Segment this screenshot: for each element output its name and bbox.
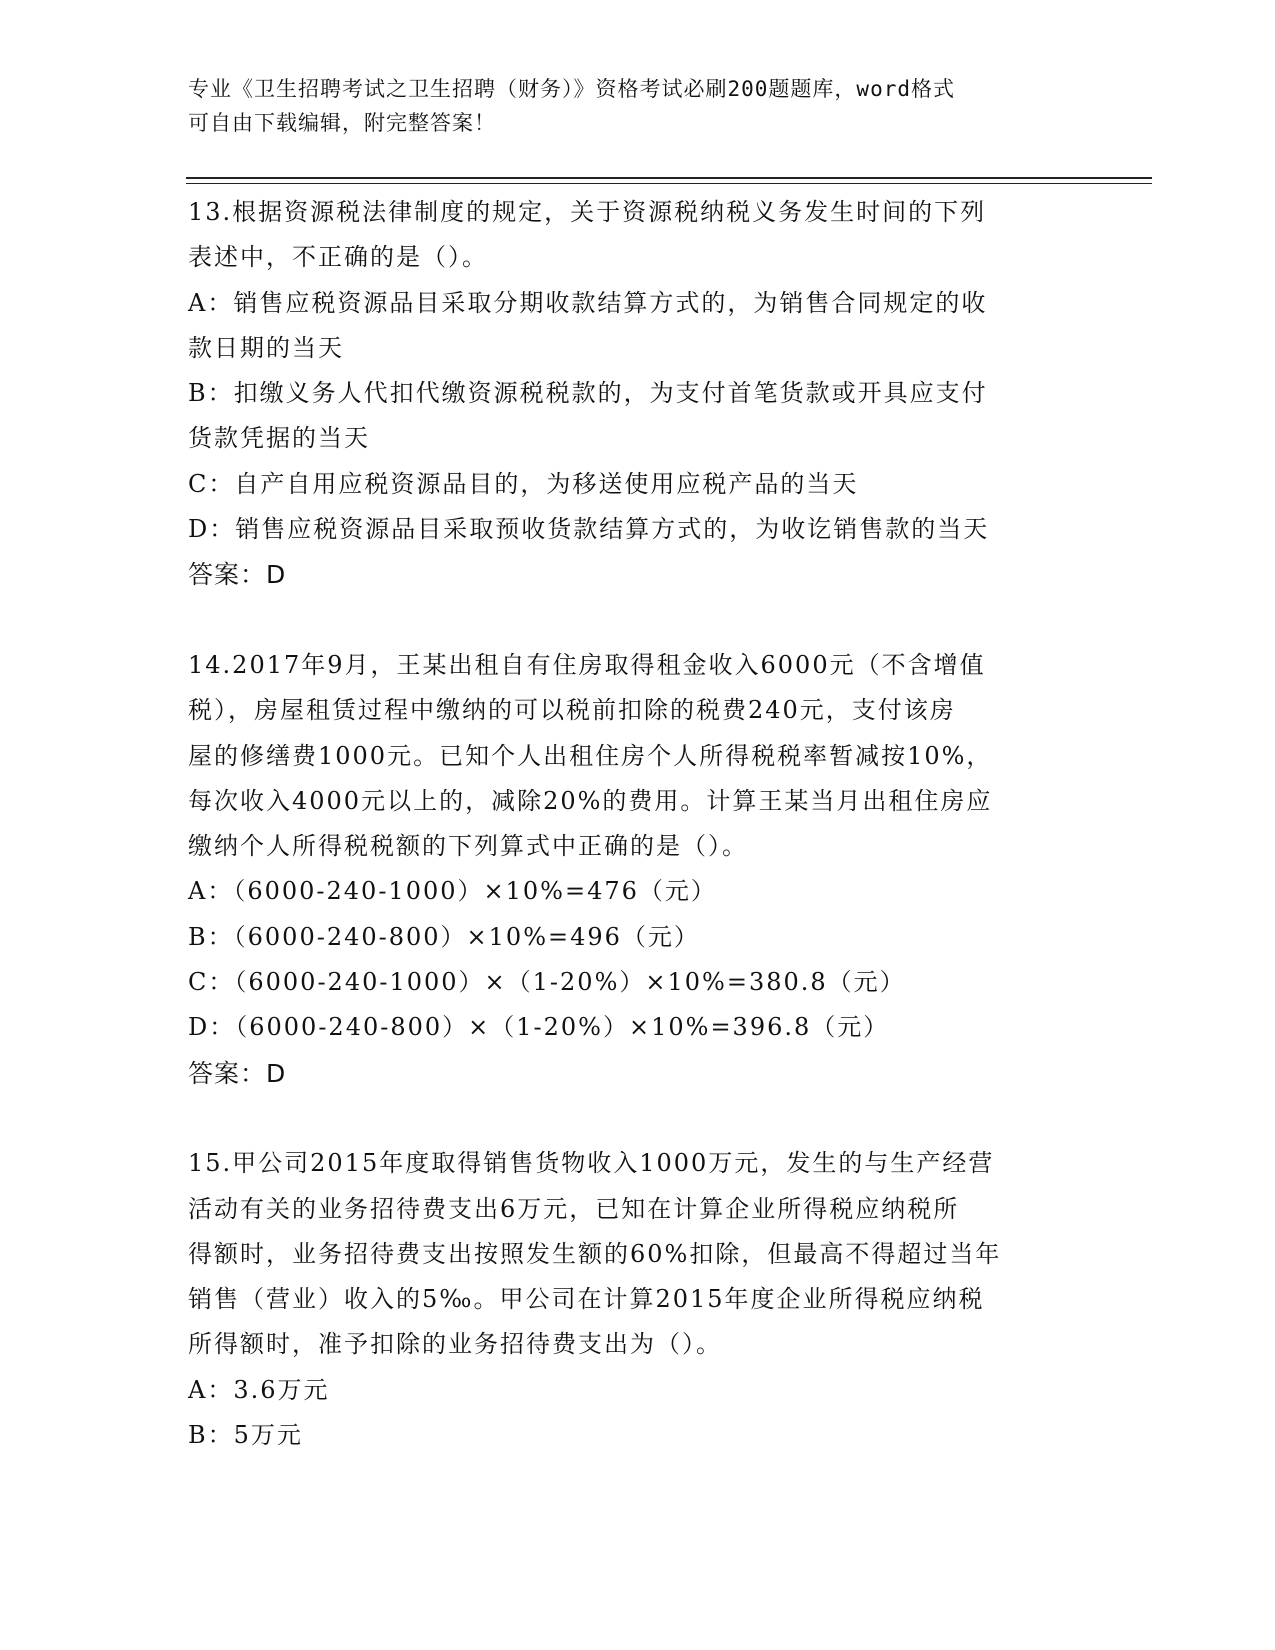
option-a-line: A：3.6万元 (188, 1375, 330, 1404)
question-15 (188, 1141, 1088, 1458)
option-b-line: B：扣缴义务人代扣代缴资源税税款的，为支付首笔货款或开具应支付 (188, 379, 988, 408)
header-line-2: 可自由下载编辑，附完整答案！ (188, 111, 496, 135)
question-stem-line: 表述中，不正确的是（）。 (188, 243, 488, 272)
option-b-line: 货款凭据的当天 (188, 424, 370, 453)
question-stem-line: 活动有关的业务招待费支出6万元，已知在计算企业所得税应纳税所 (188, 1194, 960, 1223)
question-list (188, 190, 1088, 1458)
spacer (188, 598, 1088, 643)
question-stem-line: 所得额时，准予扣除的业务招待费支出为（）。 (188, 1330, 722, 1359)
header-divider-thick (186, 177, 1152, 179)
option-c-line: C：（6000-240-1000）×（1-20%）×10%=380.8（元） (188, 968, 906, 997)
header-line-1: 专业《卫生招聘考试之卫生招聘（财务）》资格考试必刷200题题库，word格式 (188, 77, 955, 101)
question-stem-line: 销售（营业）收入的5‰。甲公司在计算2015年度企业所得税应纳税 (188, 1285, 985, 1314)
header-divider-thin (186, 183, 1152, 184)
option-d-line: D：销售应税资源品目采取预收货款结算方式的，为收讫销售款的当天 (188, 515, 990, 544)
option-a-line: 款日期的当天 (188, 333, 344, 362)
question-stem-line: 税），房屋租赁过程中缴纳的可以税前扣除的税费240元，支付该房 (188, 696, 956, 725)
option-a-line: A：（6000-240-1000）×10%=476（元） (188, 877, 717, 906)
question-stem-line: 每次收入4000元以上的，减除20%的费用。计算王某当月出租住房应 (188, 786, 993, 815)
option-b-line: B：5万元 (188, 1421, 303, 1450)
answer-label: 答案：D (188, 1058, 287, 1088)
question-stem-line: 14.2017年9月，王某出租自有住房取得租金收入6000元（不含增值 (188, 650, 986, 679)
question-13 (188, 190, 1088, 598)
question-stem-line: 缴纳个人所得税税额的下列算式中正确的是（）。 (188, 832, 748, 861)
option-d-line: D：（6000-240-800）×（1-20%）×10%=396.8（元） (188, 1013, 890, 1042)
answer-label: 答案：D (188, 560, 287, 590)
question-stem-line: 13.根据资源税法律制度的规定，关于资源税纳税义务发生时间的下列 (188, 198, 987, 226)
option-a-line: A：销售应税资源品目采取分期收款结算方式的，为销售合同规定的收 (188, 288, 988, 317)
option-c-line: C：自产自用应税资源品目的，为移送使用应税产品的当天 (188, 469, 859, 498)
option-b-line: B：（6000-240-800）×10%=496（元） (188, 922, 700, 951)
spacer (188, 1096, 1088, 1141)
question-stem-line: 得额时，业务招待费支出按照发生额的60%扣除，但最高不得超过当年 (188, 1239, 1002, 1268)
question-stem-line: 15.甲公司2015年度取得销售货物收入1000万元，发生的与生产经营 (188, 1149, 995, 1178)
question-stem-line: 屋的修缮费1000元。已知个人出租住房个人所得税税率暂减按10%， (188, 741, 993, 770)
question-14 (188, 643, 1088, 1096)
page-header (188, 72, 1068, 140)
